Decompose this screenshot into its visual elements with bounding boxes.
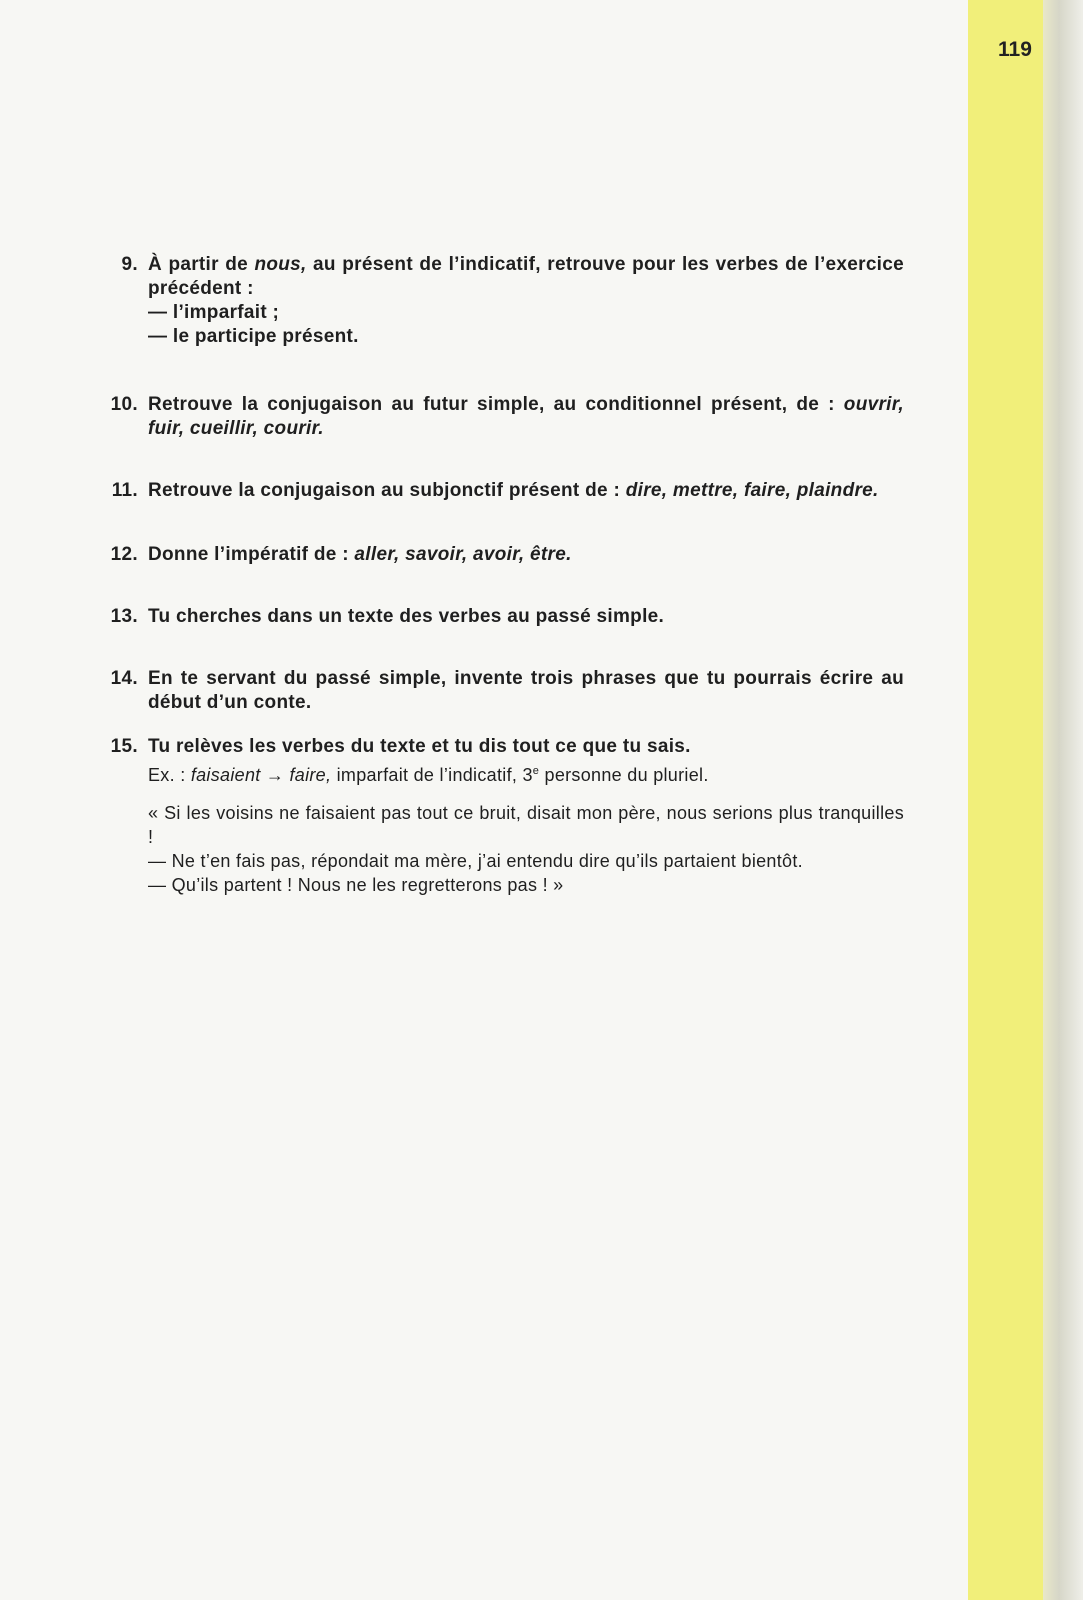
exercise-instruction [148,479,904,503]
exercise-instruction [148,543,904,567]
exercise-number: 10. [110,394,138,415]
exercise-number: 13. [110,606,138,627]
exercise-number: 15. [110,736,138,757]
exercise-14 [104,667,904,715]
arrow-icon: → [260,765,290,785]
exercise-10 [104,393,904,441]
exercise-11 [104,479,904,503]
superscript: e [532,765,540,777]
exercise-12 [104,543,904,567]
example-word: faisaient [190,765,261,785]
quote-line: — Qu’ils partent ! Nous ne les regretterons pas ! » [148,875,564,895]
exercise-instruction: Tu relèves les verbes du texte et tu dis tout ce que tu sais. [148,736,691,757]
exercise-instruction [148,393,904,441]
page-edge [1043,0,1083,1600]
instruction-text: au présent de l’indicatif, retrouve pour les verbes de l’exercice précédent : [148,254,904,299]
instruction-italic: aller, savoir, avoir, être. [354,544,572,565]
instruction-italic: dire, mettre, faire, plaindre. [625,480,879,501]
instruction-text: Retrouve la conjugaison au futur simple, au conditionnel présent, de : [148,394,835,415]
exercise-number: 14. [110,668,138,689]
instruction-text: Donne l’impératif de : [148,544,355,565]
page-number: 119 [998,38,1032,61]
exercise-15 [104,735,904,897]
exercise-number: 11. [111,480,138,501]
yellow-margin-band [968,0,1043,1600]
exercise-9 [104,253,904,349]
exercise-item: — l’imparfait ; [148,302,280,323]
quoted-text [148,801,904,897]
exercise-instruction [148,253,904,301]
example-line [148,759,904,787]
instruction-italic: nous, [254,254,307,275]
exercise-instruction: Tu cherches dans un texte des verbes au passé simple. [148,606,665,627]
instruction-text: À partir de [148,254,255,275]
exercise-instruction: En te servant du passé simple, invente trois phrases que tu pourrais écrire au début d’un conte. [148,668,904,713]
quote-line: « Si les voisins ne faisaient pas tout ce bruit, disait mon père, nous serions plus tranquilles ! [148,803,904,847]
exercise-number: 12. [110,544,138,565]
instruction-italic: ouvrir, fuir, cueillir, courir. [148,394,904,439]
exercise-list [104,253,904,897]
example-text: personne du pluriel. [539,765,709,785]
instruction-text: Retrouve la conjugaison au subjonctif présent de : [148,480,626,501]
quote-line: — Ne t’en fais pas, répondait ma mère, j’ai entendu dire qu’ils partaient bientôt. [148,851,803,871]
exercise-13 [104,605,904,629]
exercise-number: 9. [121,254,138,275]
exercise-item: — le participe présent. [148,326,359,347]
example-prefix: Ex. : [148,765,191,785]
example-infinitive: faire, [289,765,332,785]
example-text: imparfait de l’indicatif, 3 [331,765,533,785]
